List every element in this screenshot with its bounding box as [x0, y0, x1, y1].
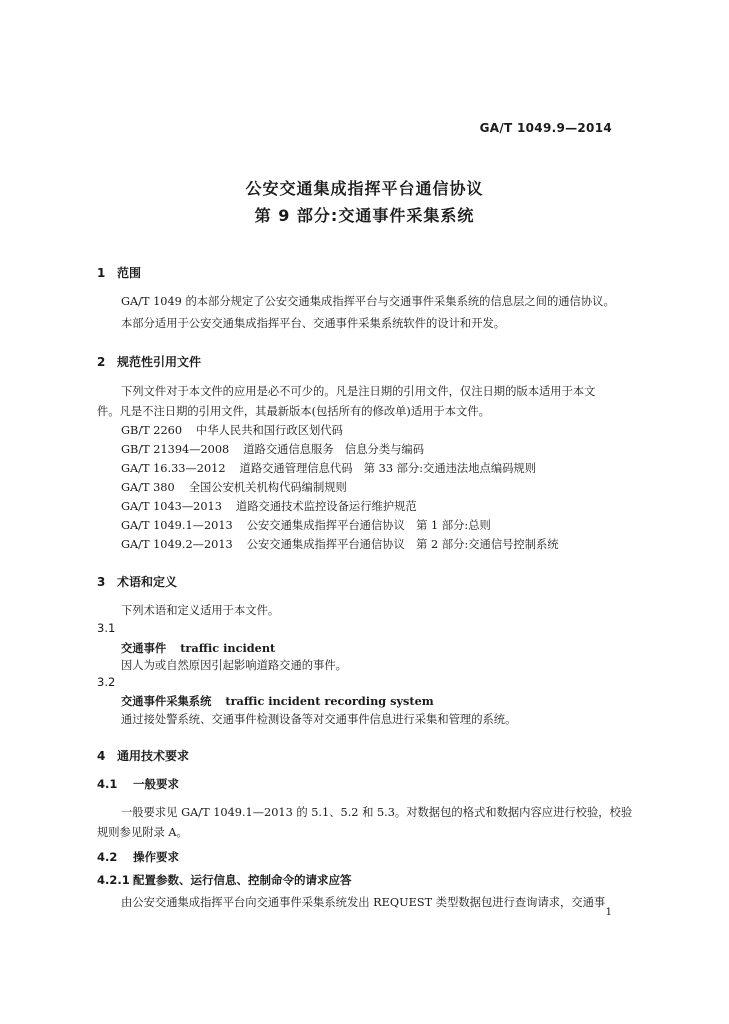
subsection-title: 配置参数、运行信息、控制命令的请求应答 — [133, 873, 352, 887]
reference-item — [121, 460, 536, 476]
section-3-heading — [97, 573, 177, 590]
reference-code: GA/T 1043—2013 — [121, 500, 222, 513]
reference-title: 中华人民共和国行政区划代码 — [196, 424, 343, 437]
term-definition: 因人为或自然原因引起影响道路交通的事件。 — [121, 659, 347, 672]
section-title: 范围 — [117, 266, 142, 280]
reference-code: GA/T 1049.2—2013 — [121, 538, 233, 551]
reference-item — [121, 479, 347, 495]
section-title: 通用技术要求 — [117, 749, 190, 763]
reference-title: 公安交通集成指挥平台通信协议 第 2 部分:交通信号控制系统 — [246, 538, 559, 551]
term-cn: 交通事件 — [121, 641, 167, 655]
section-4-heading — [97, 747, 189, 764]
reference-title: 道路交通信息服务 信息分类与编码 — [243, 443, 425, 456]
term-definition: 通过接处警系统、交通事件检测设备等对交通事件信息进行采集和管理的系统。 — [121, 713, 517, 726]
subsection-title: 一般要求 — [133, 777, 179, 791]
term-number: 3.2 — [97, 675, 116, 689]
subsection-number: 4.1 — [97, 777, 118, 791]
reference-title: 公安交通集成指挥平台通信协议 第 1 部分:总则 — [246, 519, 491, 532]
section-number: 2 — [97, 355, 106, 369]
reference-item — [121, 498, 417, 514]
term-heading — [121, 640, 275, 656]
subsection-4-2-heading — [97, 849, 179, 865]
section-number: 1 — [97, 266, 106, 280]
subsection-4-1-heading — [97, 776, 179, 792]
reference-title: 道路交通管理信息代码 第 33 部分:交通违法地点编码规则 — [239, 462, 537, 475]
term-cn: 交通事件采集系统 — [121, 694, 212, 708]
reference-code: GB/T 21394—2008 — [121, 443, 230, 456]
standard-code: GA/T 1049.9—2014 — [479, 121, 612, 135]
reference-code: GB/T 2260 — [121, 424, 183, 437]
subsection-4-1-line2: 规则参见附录 A。 — [97, 826, 188, 839]
reference-code: GA/T 380 — [121, 481, 175, 494]
section-2-heading — [97, 353, 201, 370]
reference-item — [121, 441, 424, 457]
section-2-intro-line1: 下列文件对于本文件的应用是必不可少的。凡是注日期的引用文件，仅注日期的版本适用于本文 — [121, 385, 596, 398]
reference-code: GA/T 16.33—2012 — [121, 462, 226, 475]
section-number: 4 — [97, 749, 106, 763]
document-title-line1: 公安交通集成指挥平台通信协议 — [245, 179, 484, 198]
reference-item — [121, 536, 559, 552]
page-number: 1 — [605, 907, 612, 918]
term-en: traffic incident — [180, 641, 276, 655]
reference-code: GA/T 1049.1—2013 — [121, 519, 233, 532]
subsection-title: 操作要求 — [133, 850, 179, 864]
section-title: 规范性引用文件 — [117, 355, 202, 369]
reference-item — [121, 422, 343, 438]
reference-title: 全国公安机关机构代码编制规则 — [188, 481, 347, 494]
reference-item — [121, 517, 491, 533]
term-heading — [121, 693, 434, 709]
subsection-4-2-1-heading — [97, 872, 352, 888]
term-number: 3.1 — [97, 621, 116, 635]
subsection-number: 4.2 — [97, 850, 118, 864]
subsection-number: 4.2.1 — [97, 873, 130, 887]
section-2-intro-line2: 件。凡是不注日期的引用文件，其最新版本(包括所有的修改单)适用于本文件。 — [97, 405, 490, 418]
section-title: 术语和定义 — [117, 575, 178, 589]
document-title-line2: 第 9 部分:交通事件采集系统 — [254, 206, 475, 225]
section-1-heading — [97, 264, 141, 281]
term-en: traffic incident recording system — [225, 694, 434, 708]
section-3-intro: 下列术语和定义适用于本文件。 — [121, 604, 280, 617]
subsection-4-1-line1: 一般要求见 GA/T 1049.1—2013 的 5.1、5.2 和 5.3。对数据包的格式和数据内容应进行校验，校验 — [121, 806, 633, 819]
subsection-4-2-1-line1: 由公安交通集成指挥平台向交通事件采集系统发出 REQUEST 类型数据包进行查询请求，交通事 — [121, 896, 606, 909]
section-1-paragraph-2: 本部分适用于公安交通集成指挥平台、交通事件采集系统软件的设计和开发。 — [121, 317, 506, 330]
section-number: 3 — [97, 575, 106, 589]
reference-title: 道路交通技术监控设备运行维护规范 — [235, 500, 417, 513]
section-1-paragraph-1: GA/T 1049 的本部分规定了公安交通集成指挥平台与交通事件采集系统的信息层之间的通信协议。 — [121, 295, 615, 308]
